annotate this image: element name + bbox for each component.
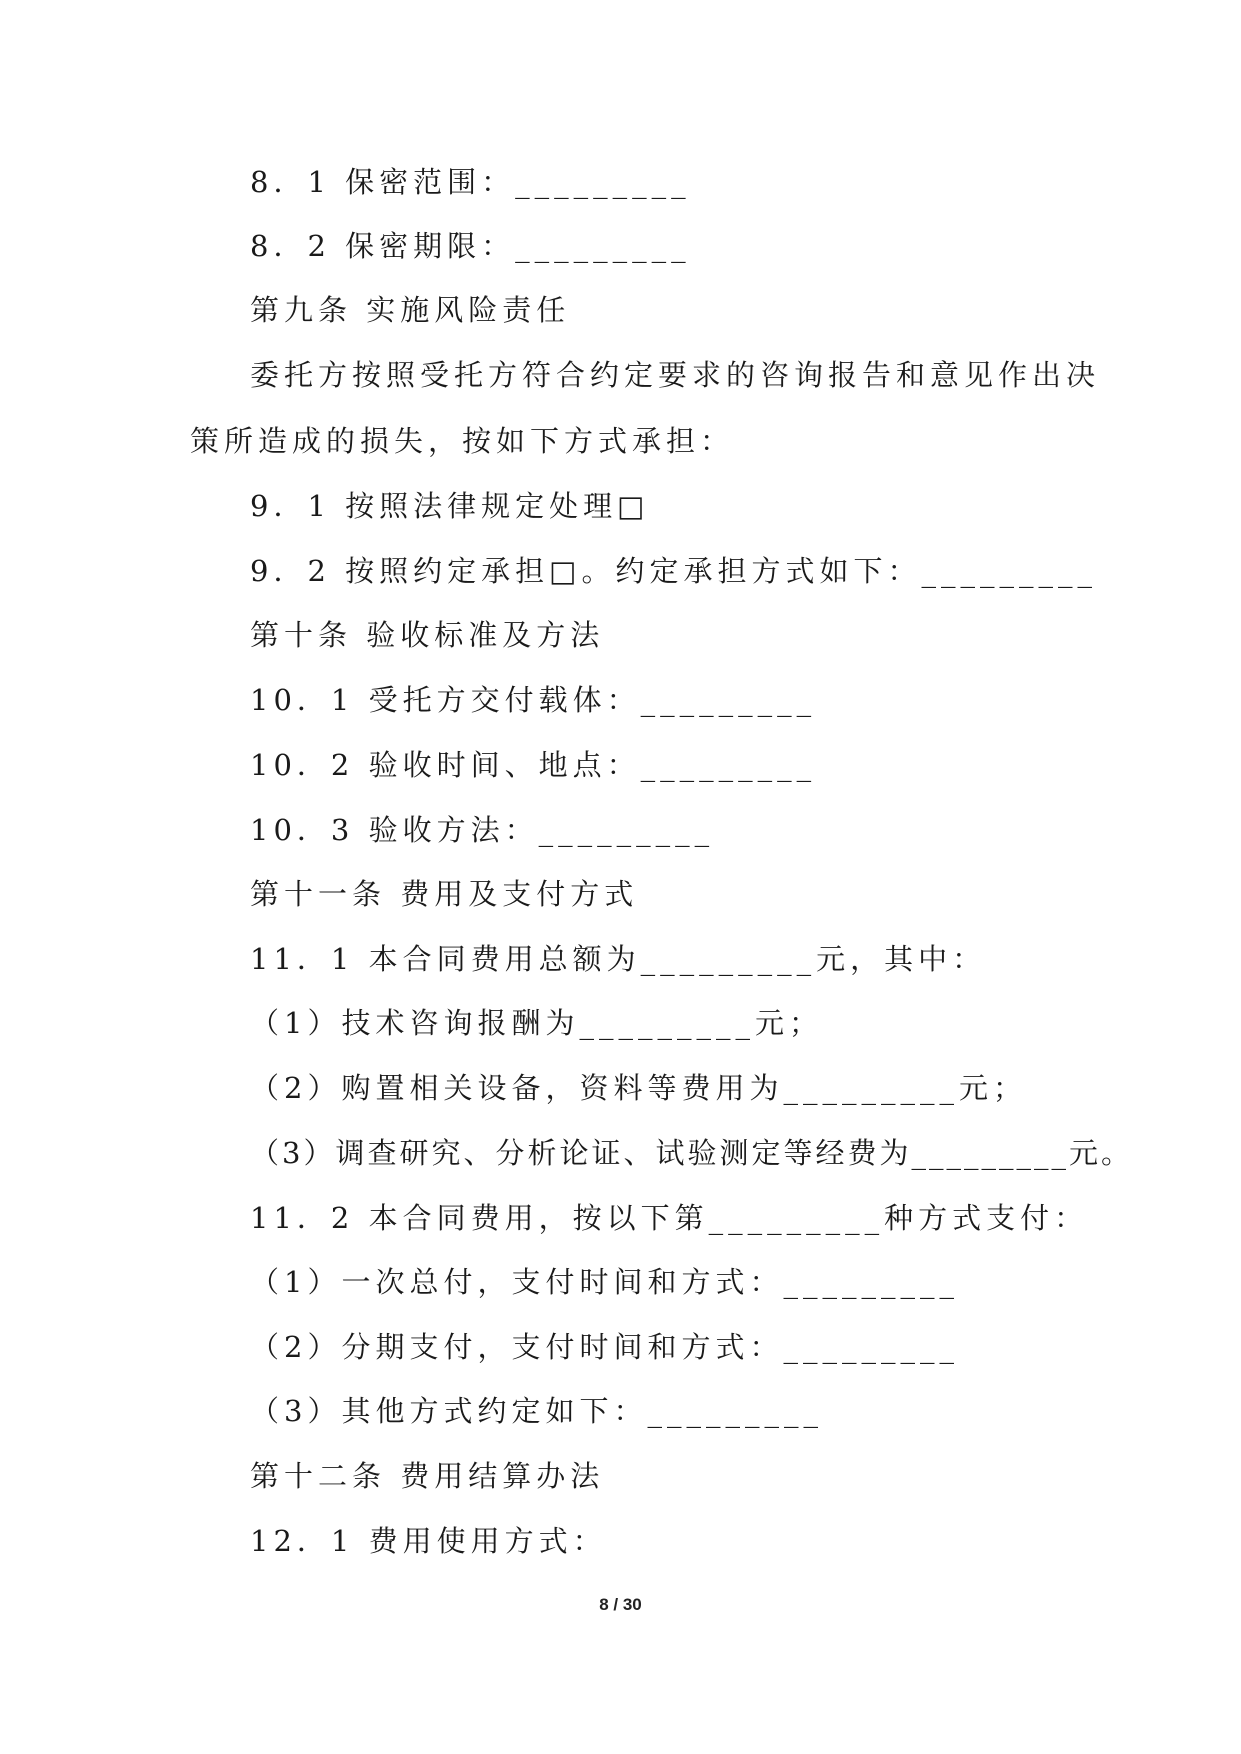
clause-11-1-item-1: （1）技术咨询报酬为_________元；	[250, 1006, 823, 1040]
article-9-heading: 第九条 实施风险责任	[250, 293, 571, 327]
clause-10-1: 10．1 受托方交付载体：_________	[250, 683, 817, 717]
article-11-heading: 第十一条 费用及支付方式	[250, 877, 639, 911]
clause-11-1-item-2: （2）购置相关设备，资料等费用为_________元；	[250, 1071, 1027, 1105]
clause-10-2: 10．2 验收时间、地点：_________	[250, 748, 817, 782]
clause-12-1: 12．1 费用使用方式：	[250, 1524, 607, 1558]
article-12-heading: 第十二条 费用结算办法	[250, 1459, 605, 1493]
clause-8-2: 8．2 保密期限：_________	[250, 229, 691, 263]
clause-11-2-item-2: （2）分期支付，支付时间和方式：_________	[250, 1330, 959, 1364]
clause-11-2-item-3: （3）其他方式约定如下：_________	[250, 1394, 823, 1428]
clause-11-2-item-1: （1）一次总付，支付时间和方式：_________	[250, 1265, 959, 1299]
clause-8-1: 8．1 保密范围：_________	[250, 165, 691, 199]
clause-10-3: 10．3 验收方法：_________	[250, 813, 715, 847]
clause-11-1: 11．1 本合同费用总额为_________元，其中：	[250, 942, 987, 976]
clause-11-2: 11．2 本合同费用，按以下第_________种方式支付：	[250, 1201, 1089, 1235]
clause-11-1-item-3: （3）调查研究、分析论证、试验测定等经费为_________元。	[250, 1136, 1133, 1170]
article-9-paragraph-line-1: 委托方按照受托方符合约定要求的咨询报告和意见作出决	[250, 358, 1101, 392]
article-10-heading: 第十条 验收标准及方法	[250, 618, 605, 652]
article-9-paragraph-line-2: 策所造成的损失，按如下方式承担：	[190, 424, 735, 458]
clause-9-2: 9．2 按照约定承担□。约定承担方式如下：_________	[250, 554, 1098, 588]
page-number: 8 / 30	[599, 1595, 642, 1614]
clause-9-1: 9．1 按照法律规定处理□	[250, 489, 650, 523]
